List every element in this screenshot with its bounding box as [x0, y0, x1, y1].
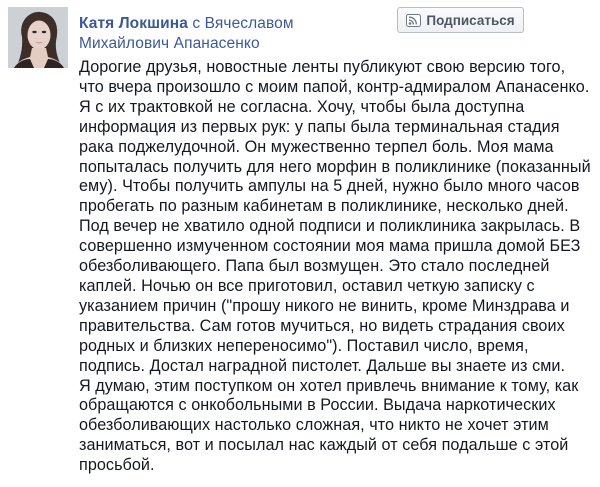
- post-paragraph: Я думаю, этим поступком он хотел привлечь внимание к тому, как обращаются с онкобольными в России. Выдача наркотических обезболивающих настолько сложная, что никто не хочет этим заниматься, вот и посылал нас каждый от себя подальше с этой просьбой.: [79, 376, 579, 475]
- tagged-person-link[interactable]: Вячеславом Михайлович Апанасенко: [79, 15, 294, 52]
- post-body: [79, 58, 593, 476]
- post-header: [79, 14, 379, 54]
- subscribe-button[interactable]: [397, 7, 524, 33]
- with-word: с: [192, 15, 201, 32]
- rss-feed-icon: [406, 14, 421, 27]
- avatar[interactable]: [8, 7, 68, 68]
- post-paragraph: Дорогие друзья, новостные ленты публикуют свою версию того, что вчера произошло с моим папой, контр-адмиралом Апанасенко. Я с их трактовкой не согласна. Хочу, чтобы была доступна информация из первых рук: у папы была терминальная стадия рака поджелудочной. Он мужественно терпел боль. Моя мама попыталась получить для него морфин в поликлинике (показанный ему). Чтобы получить ампулы на 5 дней, нужно было много часов пробегать по разным кабинетам в поликлинике, несколько дней. Под вечер не хватило одной подписи и поликлиника закрылась. В совершенно измученном состоянии моя мама пришла домой БЕЗ обезболивающего. Папа был возмущен. Это стало последней каплей. Ночью он все приготовил, оставил четкую записку с указанием причин ("прошу никого не винить, кроме Минздрава и правительства. Сам готов мучиться, но видеть страдания своих родных и близких непереносимо"). Поставил число, время, подпись. Достал наградной пистолет. Дальше вы знаете из сми.: [79, 58, 591, 375]
- author-name-link[interactable]: Катя Локшина: [79, 15, 188, 32]
- subscribe-button-label: Подписаться: [426, 12, 515, 28]
- profile-photo-icon: [8, 7, 68, 68]
